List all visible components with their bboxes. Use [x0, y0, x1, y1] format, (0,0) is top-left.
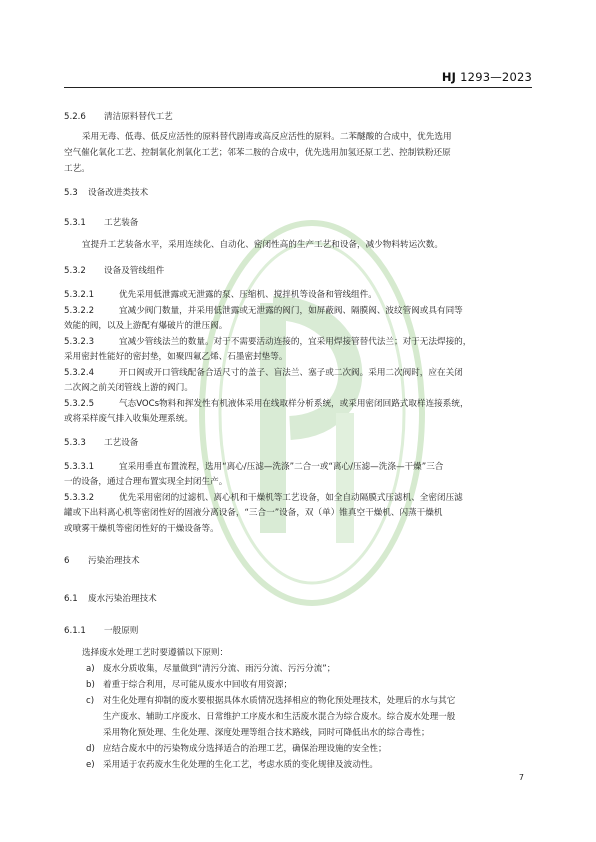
list-item-b: b) 着重于综合利用，尽可能从废水中回收有用资源； — [86, 680, 293, 690]
paragraph-line: 一的设备，通过合理布置实现全封闭生产。 — [64, 477, 228, 487]
paragraph-line: 生产废水、辅助工序废水、日常维护工序废水和生活废水混合为综合废水。综合废水处理一般 — [103, 712, 456, 722]
header-rule — [64, 87, 532, 88]
clause-5-3-3-2: 5.3.3.2 优先采用密闭的过滤机、离心机和干燥机等工艺设备，如全自动隔膜式压滤机、全密闭压滤 — [64, 493, 463, 503]
paragraph-line: 罐或下出料离心机等密闭性好的固液分离设备，“三合一”设备，双（单）锥真空干燥机、闪蒸干燥机 — [64, 508, 443, 518]
clause-5-3-2-2: 5.3.2.2 宜减少阀门数量，并采用低泄露或无泄露的阀门，如屏蔽阀、隔膜阀、波纹管阀或具有同等 — [64, 306, 463, 316]
section-6-heading: 6 污染治理技术 — [64, 556, 140, 566]
standard-header — [442, 70, 532, 84]
clause-5-3-3-1: 5.3.3.1 宜采用垂直布置流程，选用“离心/压滤—洗涤”二合一或“离心/压滤—洗涤—干燥”三合 — [64, 462, 444, 472]
paragraph-line: 采用密封性能好的密封垫，如聚四氟乙烯、石墨密封垫等。 — [64, 352, 288, 362]
list-item-d: d) 应结合废水中的污染物成分选择适合的治理工艺，确保治理设施的安全性； — [86, 744, 387, 754]
section-5-3-1-heading: 5.3.1 工艺装备 — [64, 218, 139, 228]
paragraph-line: 宜提升工艺装备水平，采用连续化、自动化、密闭性高的生产工艺和设备，减少物料转运次数。 — [82, 240, 443, 250]
page-number: 7 — [518, 773, 524, 782]
paragraph-line: 或将采样废气排入收集处理系统。 — [64, 414, 193, 424]
section-5-3-3-heading: 5.3.3 工艺设备 — [64, 438, 139, 448]
section-5-2-6-heading: 5.2.6 清洁原料替代工艺 — [64, 112, 173, 122]
list-item-e: e) 采用适于农药废水生化处理的生化工艺，考虑水质的变化规律及波动性。 — [86, 760, 379, 770]
paragraph-line: 选择废水处理工艺时要遵循以下原则： — [82, 648, 229, 658]
paragraph-line: 效能的阀，以及上游配有爆破片的泄压阀。 — [64, 321, 228, 331]
section-5-3-heading: 5.3 设备改进类技术 — [64, 188, 149, 198]
list-item-a: a) 废水分质收集，尽量做到“清污分流、雨污分流、污污分流”； — [86, 664, 336, 674]
paragraph-line: 或喷雾干燥机等密闭性好的干燥设备等。 — [64, 524, 219, 534]
paragraph-line: 工艺。 — [64, 164, 90, 174]
watermark-seal — [195, 213, 430, 613]
paragraph-line: 采用物化预处理、生化处理、深度处理等组合技术路线，同时可降低出水的综合毒性； — [103, 728, 430, 738]
clause-5-3-2-4: 5.3.2.4 开口阀或开口管线配备合适尺寸的盖子、盲法兰、塞子或二次阀。采用二次阀时，应在关闭 — [64, 368, 463, 378]
clause-5-3-2-3: 5.3.2.3 宜减少管线法兰的数量。对于不需要活动连接的，宜采用焊接管替代法兰；对于无法焊接的， — [64, 337, 472, 347]
paragraph-line: 二次阀之前关闭管线上游的阀门。 — [64, 383, 193, 393]
paragraph-line: 采用无毒、低毒、低反应活性的原料替代剧毒或高反应活性的原料。二苯醚酸的合成中，优先选用 — [82, 132, 452, 142]
paragraph-line: 空气催化氧化工艺、控制氧化剂氧化工艺；邻苯二胺的合成中，优先选用加氢还原工艺、控制铁粉还原 — [64, 148, 451, 158]
section-5-3-2-heading: 5.3.2 设备及管线组件 — [64, 266, 165, 276]
clause-5-3-2-5: 5.3.2.5 气态VOCs物料和挥发性有机液体采用在线取样分析系统，或采用密闭回路式取样连接系统， — [64, 399, 469, 409]
section-6-1-1-heading: 6.1.1 一般原则 — [64, 626, 139, 636]
section-6-1-heading: 6.1 废水污染治理技术 — [64, 594, 157, 604]
standard-prefix: HJ — [441, 70, 457, 84]
standard-number: 1293—2023 — [460, 70, 532, 84]
clause-5-3-2-1: 5.3.2.1 优先采用低泄露或无泄露的泵、压缩机、搅拌机等设备和管线组件。 — [64, 290, 377, 300]
list-item-c: c) 对生化处理有抑制的废水要根据具体水质情况选择相应的物化预处理技术，处理后的水与其它 — [86, 696, 456, 706]
